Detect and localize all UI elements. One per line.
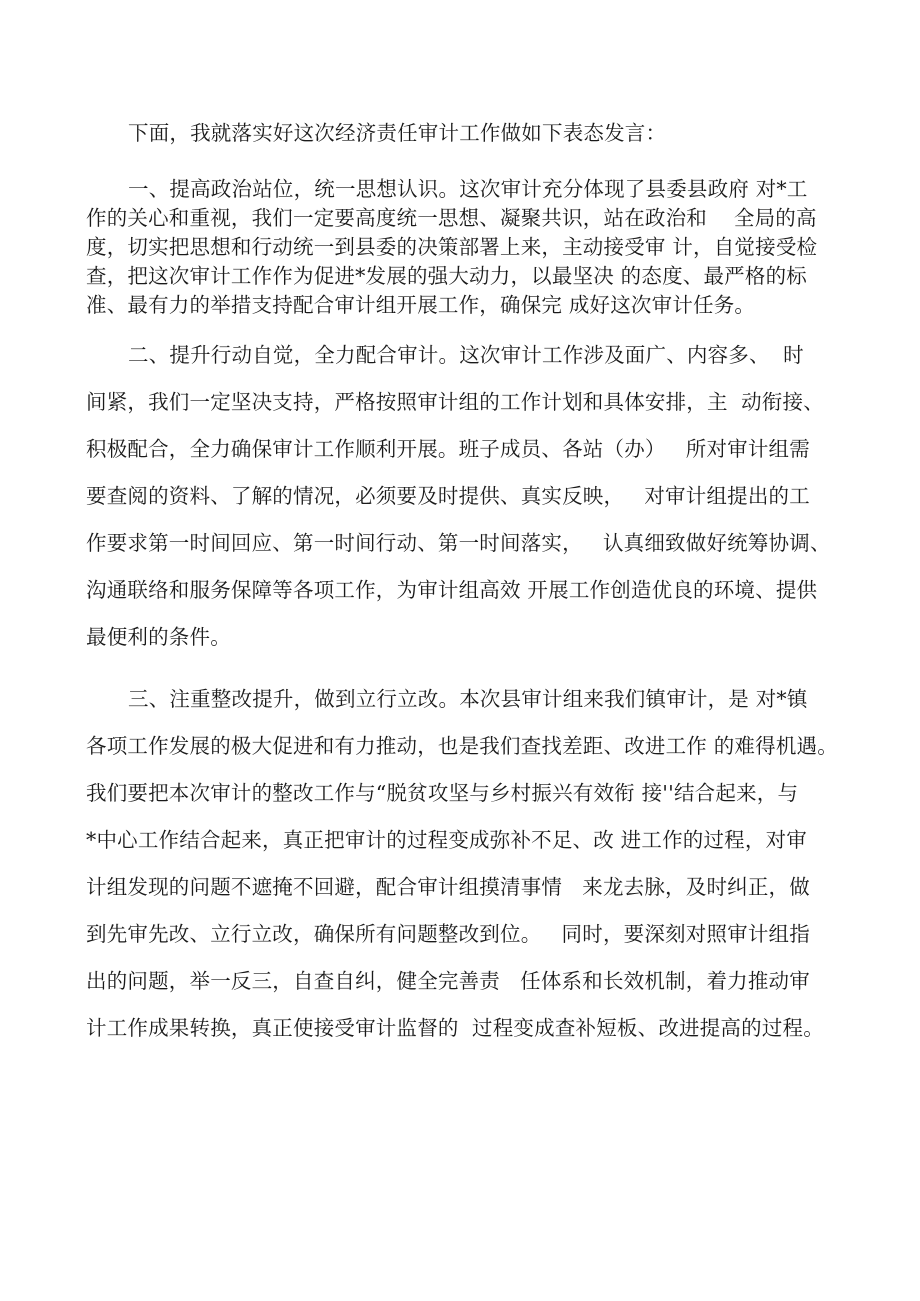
paragraph-3-line: 计工作成果转换，真正使接受审计监督的 过程变成查补短板、改进提高的过程。 [86,1016,824,1040]
paragraph-2-line: 最便利的条件。 [86,625,231,649]
paragraph-2-line: 二、提升行动自觉，全力配合审计。这次审计工作涉及面广、内容多、 时 [128,343,804,367]
paragraph-2-line: 作要求第一时间回应、第一时间行动、第一时间落实， 认真细致做好统筹协调、 [86,531,831,555]
paragraph-1-line: 一、提高政治站位，统一思想认识。这次审计充分体现了县委县政府 对*工 [128,177,808,201]
paragraph-1-line: 查，把这次审计工作作为促进*发展的强大动力，以最坚决 的态度、最严格的标 [86,264,807,288]
paragraph-2-line: 要查阅的资料、了解的情况，必须要及时提供、真实反映， 对审计组提出的工 [86,484,810,508]
paragraph-3-line: 计组发现的问题不遮掩不回避，配合审计组摸清事情 来龙去脉，及时纠正，做 [86,875,810,899]
paragraph-2-line: 间紧，我们一定坚决支持，严格按照审计组的工作计划和具体安排，主 动衔接、 [86,390,824,414]
paragraph-1-line: 作的关心和重视，我们一定要高度统一思想、凝聚共识，站在政治和 全局的高 [86,206,817,230]
paragraph-3-line: 出的问题，举一反三，自查自纠，健全完善责 任体系和长效机制，着力推动审 [86,969,810,993]
paragraph-2-line: 积极配合，全力确保审计工作顺利开展。班子成员、各站（办） 所对审计组需 [86,437,810,461]
paragraph-3-line: 三、注重整改提升，做到立行立改。本次县审计组来我们镇审计，是 对*镇 [128,687,808,711]
paragraph-3-line: 各项工作发展的极大促进和有力推动，也是我们查找差距、改进工作 的难得机遇。 [86,734,838,758]
paragraph-3-line: *中心工作结合起来，真正把审计的过程变成弥补不足、改 进工作的过程，对审 [86,828,807,852]
paragraph-3-line: 到先审先改、立行立改，确保所有问题整改到位。 同时，要深刻对照审计组指 [86,922,810,946]
intro-line: 下面，我就落实好这次经济责任审计工作做如下表态发言： [128,121,667,145]
paragraph-2-line: 沟通联络和服务保障等各项工作，为审计组高效 开展工作创造优良的环境、提供 [86,578,818,602]
paragraph-3-line: 我们要把本次审计的整改工作与“脱贫攻坚与乡村振兴有效衔 接''结合起来，与 [86,781,799,805]
paragraph-1-line: 度，切实把思想和行动统一到县委的决策部署上来，主动接受审 计，自觉接受检 [86,235,818,259]
paragraph-1-line: 准、最有力的举措支持配合审计组开展工作，确保完 成好这次审计任务。 [86,293,756,317]
